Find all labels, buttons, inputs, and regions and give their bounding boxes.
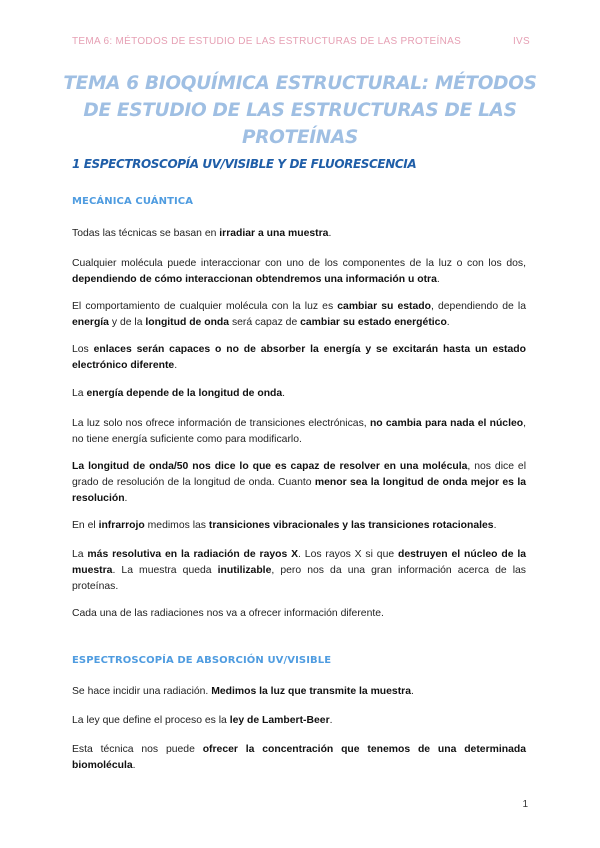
page-number: 1 — [522, 799, 528, 810]
paragraph: Todas las técnicas se basan en irradiar a una muestra. — [72, 228, 332, 239]
paragraph: La luz solo nos ofrece información de transiciones electrónicas, no cambia para nada el núcleo, no tiene energía suficiente como para modificarlo. — [72, 418, 526, 445]
paragraph: La longitud de onda/50 nos dice lo que es capaz de resolver en una molécula, nos dice el grado de resolución de la longitud de onda. Cuanto menor sea la longitud de onda mejor es la resolución. — [72, 461, 527, 504]
paragraph: Los enlaces serán capaces o no de absorber la energía y se excitarán hasta un estado electrónico diferente. — [72, 344, 526, 371]
section-title-spectroscopy: 1 ESPECTROSCOPÍA UV/VISIBLE Y DE FLUORESCENCIA — [72, 157, 417, 171]
paragraph: La ley que define el proceso es la ley de Lambert-Beer. — [72, 715, 333, 726]
paragraph: La más resolutiva en la radiación de rayos X. Los rayos X si que destruyen el núcleo de la muestra. La muestra queda inutilizable, pero nos da una gran información acerca de las proteínas. — [72, 549, 526, 592]
main-title: TEMA 6 BIOQUÍMICA ESTRUCTURAL: MÉTODOS DE ESTUDIO DE LAS ESTRUCTURAS DE LAS PROTEÍNAS — [63, 73, 537, 148]
header-title: TEMA 6: MÉTODOS DE ESTUDIO DE LAS ESTRUCTURAS DE LAS PROTEÍNAS — [72, 36, 462, 47]
paragraph: Se hace incidir una radiación. Medimos la luz que transmite la muestra. — [72, 686, 414, 697]
paragraph: En el infrarrojo medimos las transiciones vibracionales y las transiciones rotacionales. — [72, 520, 497, 531]
paragraph: El comportamiento de cualquier molécula con la luz es cambiar su estado, dependiendo de la energía y de la longitud de onda será capaz de cambiar su estado energético. — [72, 301, 526, 328]
paragraph: Esta técnica nos puede ofrecer la concentración que tenemos de una determinada biomolécula. — [72, 744, 526, 771]
paragraph: Cualquier molécula puede interaccionar con uno de los componentes de la luz o con los dos, dependiendo de cómo interaccionan obtendremos una información u otra. — [72, 258, 526, 285]
subsection-quantum-mechanics: MECÁNICA CUÁNTICA — [72, 196, 194, 207]
paragraph: La energía depende de la longitud de onda. — [72, 388, 286, 399]
paragraph: Cada una de las radiaciones nos va a ofrecer información diferente. — [72, 608, 384, 619]
page-header — [72, 36, 530, 47]
header-author: IVS — [512, 36, 530, 47]
subsection-uv-visible-absorption: ESPECTROSCOPÍA DE ABSORCIÓN UV/VISIBLE — [72, 655, 332, 666]
